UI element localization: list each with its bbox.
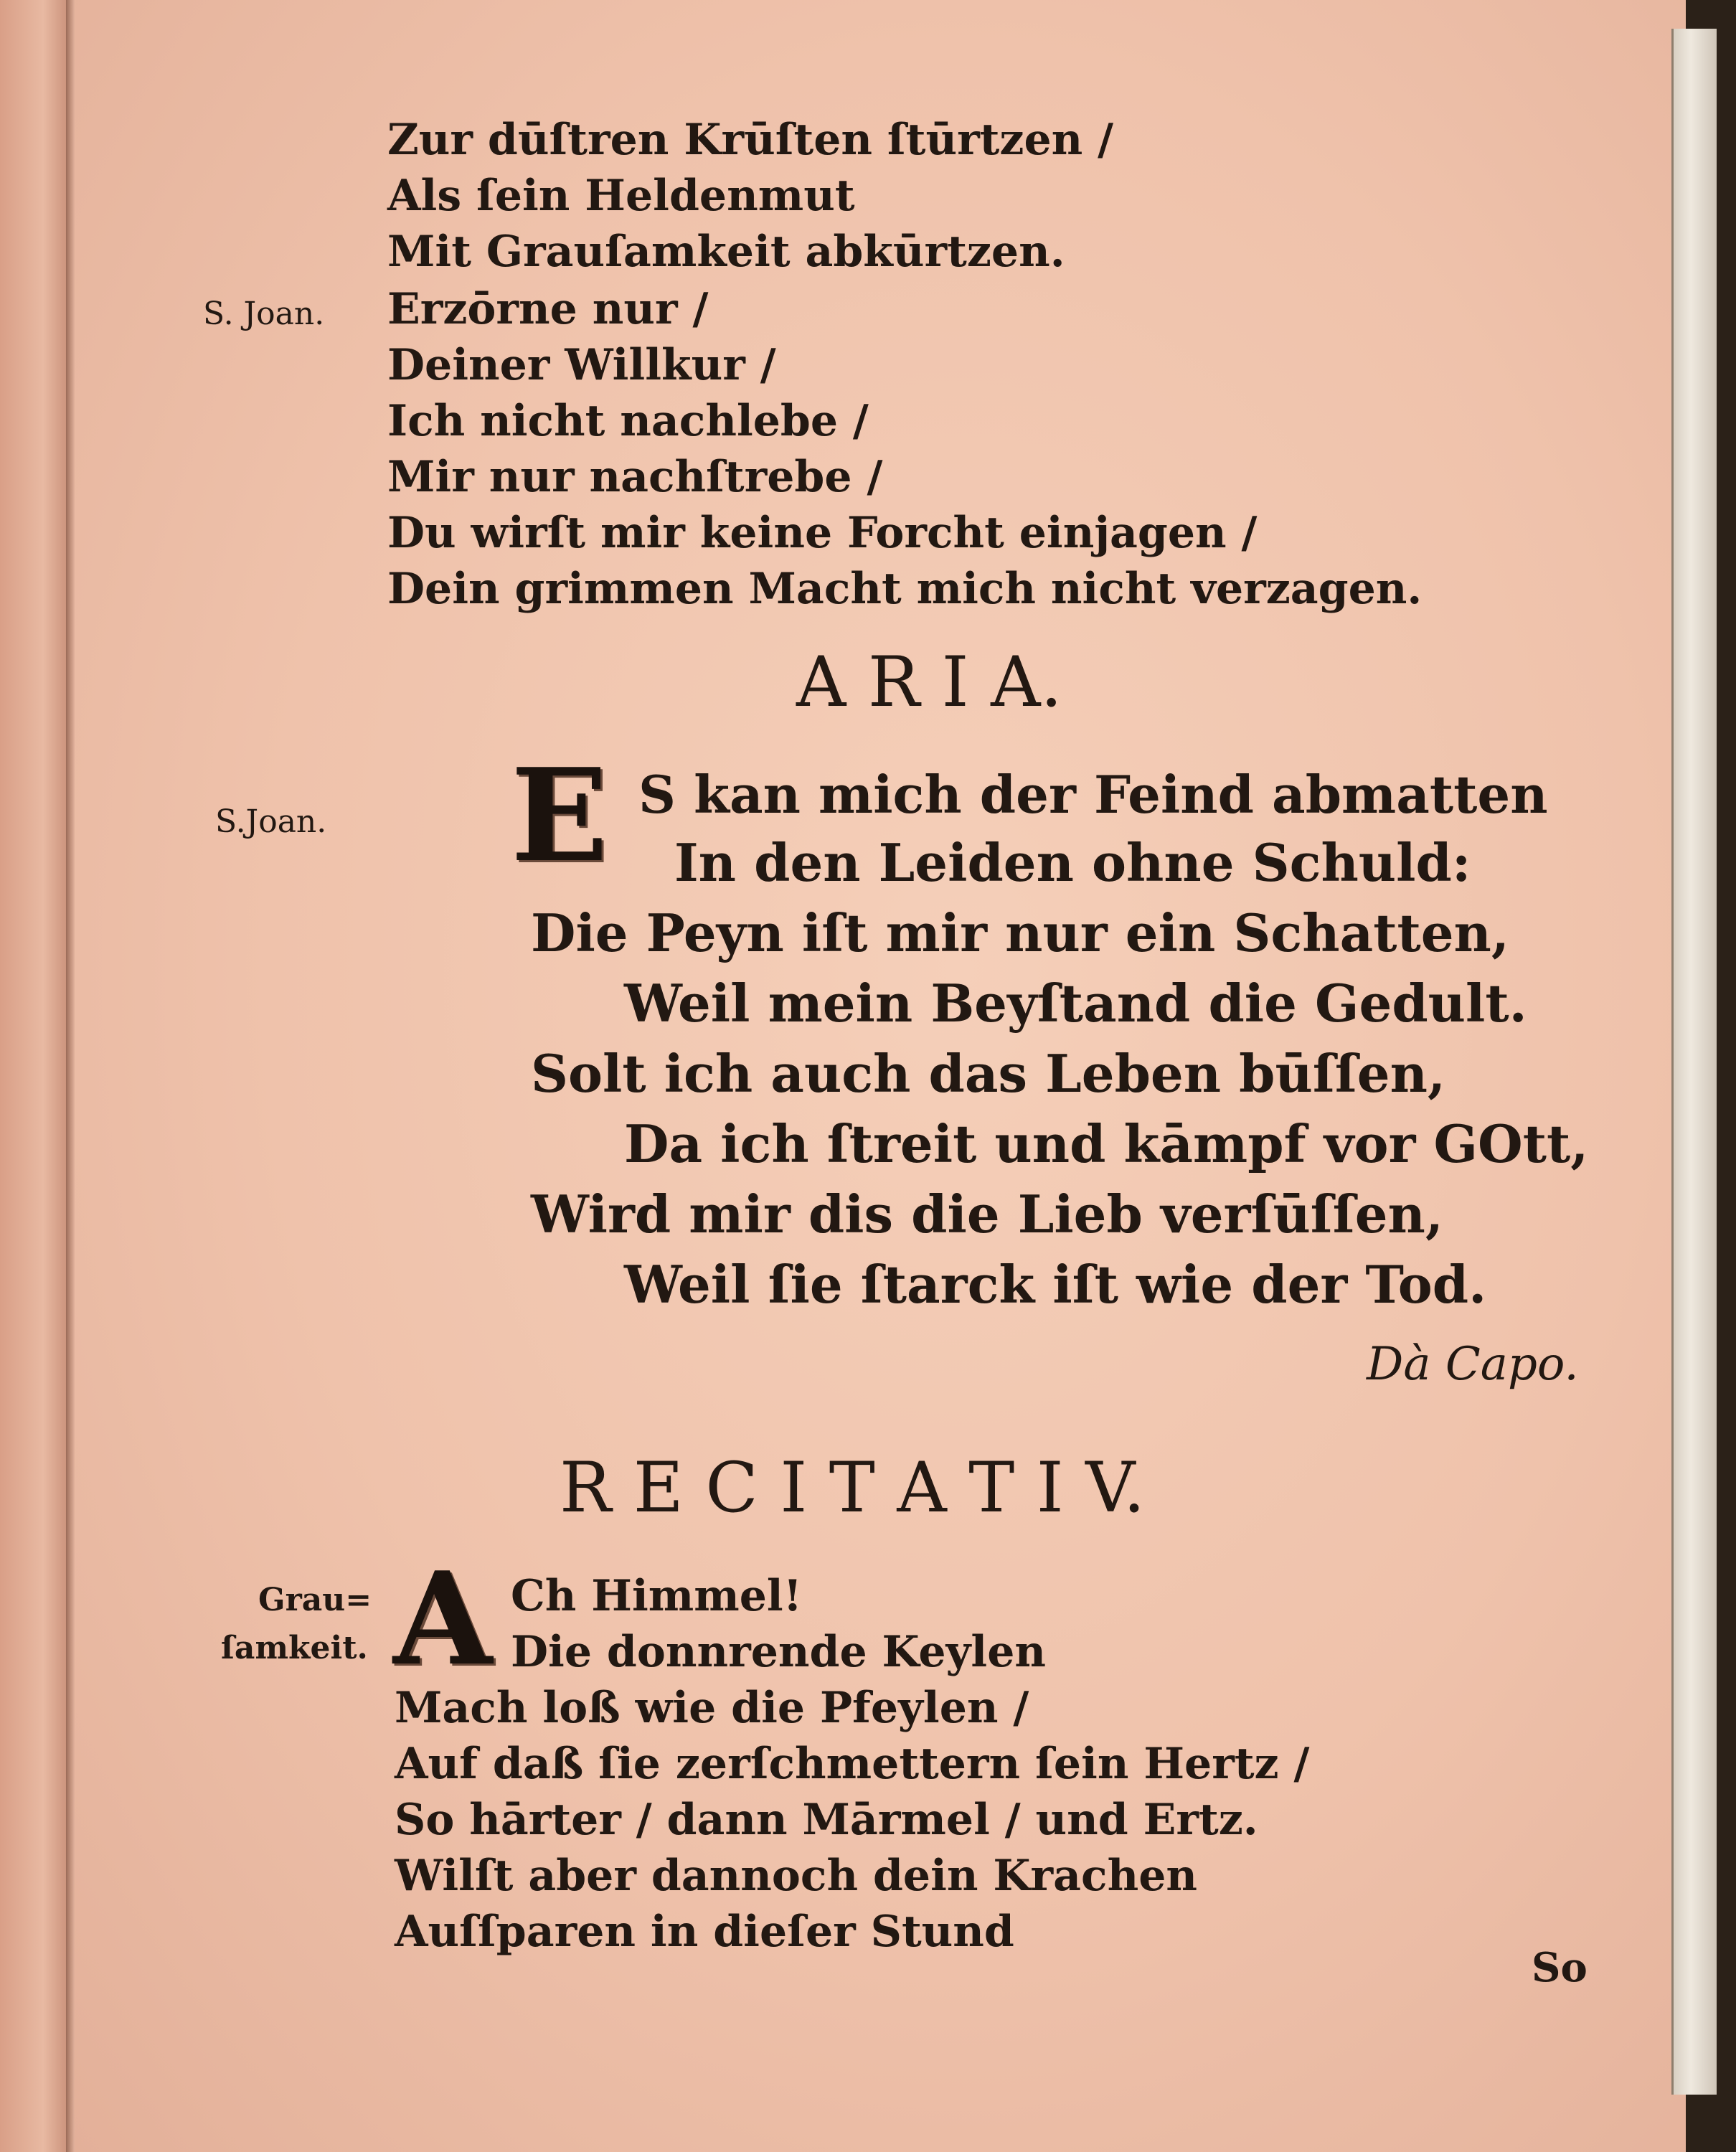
speaker-label: ſamkeit. — [221, 1630, 368, 1666]
text-line: Mach loß wie die Pfeylen / — [395, 1683, 1029, 1733]
drop-cap-initial: E — [511, 740, 608, 890]
speaker-label: S. Joan. — [203, 296, 325, 332]
text-line: In den Leiden ohne Schuld: — [674, 832, 1471, 893]
text-line: Ch Himmel! — [511, 1571, 803, 1621]
recitativ-heading: R E C I T A T I V. — [560, 1448, 1146, 1528]
text-line: Mir nur nachſtrebe / — [387, 452, 883, 502]
text-line: Als ſein Heldenmut — [387, 171, 855, 221]
text-line: Zur dūſtren Krūſten ſtūrtzen / — [387, 115, 1114, 165]
text-line: Auſſparen in dieſer Stund — [395, 1907, 1014, 1957]
speaker-label: Grau= — [258, 1582, 372, 1618]
text-line: Solt ich auch das Leben būſſen, — [531, 1043, 1446, 1104]
text-line: Die Peyn iſt mir nur ein Schatten, — [531, 902, 1509, 963]
text-line: Du wirſt mir keine Forcht einjagen / — [387, 508, 1258, 558]
text-line: Auf daß ſie zerſchmettern ſein Hertz / — [395, 1739, 1310, 1789]
text-line: Mit Grauſamkeit abkūrtzen. — [387, 227, 1065, 277]
drop-cap-initial: A — [393, 1544, 493, 1694]
text-line: Dein grimmen Macht mich nicht verzagen. — [387, 564, 1423, 614]
text-line: S kan mich der Feind abmatten — [638, 764, 1548, 825]
text-line: Erzōrne nur / — [387, 284, 709, 334]
text-line: Wird mir dis die Lieb verſūſſen, — [531, 1184, 1443, 1245]
aria-heading: A R I A. — [796, 642, 1062, 722]
speaker-label: S.Joan. — [215, 803, 327, 840]
text-line: So hārter / dann Mārmel / und Ertz. — [395, 1795, 1258, 1845]
catchword: So — [1532, 1944, 1588, 1991]
text-line: Weil mein Beyſtand die Gedult. — [624, 973, 1527, 1034]
text-line: Wilſt aber dannoch dein Krachen — [395, 1851, 1197, 1901]
da-capo-marking: Dà Capo. — [1367, 1338, 1579, 1391]
text-line: Da ich ſtreit und kāmpf vor GOtt, — [624, 1113, 1589, 1174]
text-line: Die donnrende Keylen — [511, 1627, 1046, 1677]
page-gutter — [66, 0, 75, 2152]
page-block-edge — [1671, 29, 1717, 2095]
text-line: Ich nicht nachlebe / — [387, 396, 869, 446]
text-line: Weil ſie ſtarck iſt wie der Tod. — [624, 1254, 1487, 1315]
text-line: Deiner Willkur / — [387, 340, 776, 390]
